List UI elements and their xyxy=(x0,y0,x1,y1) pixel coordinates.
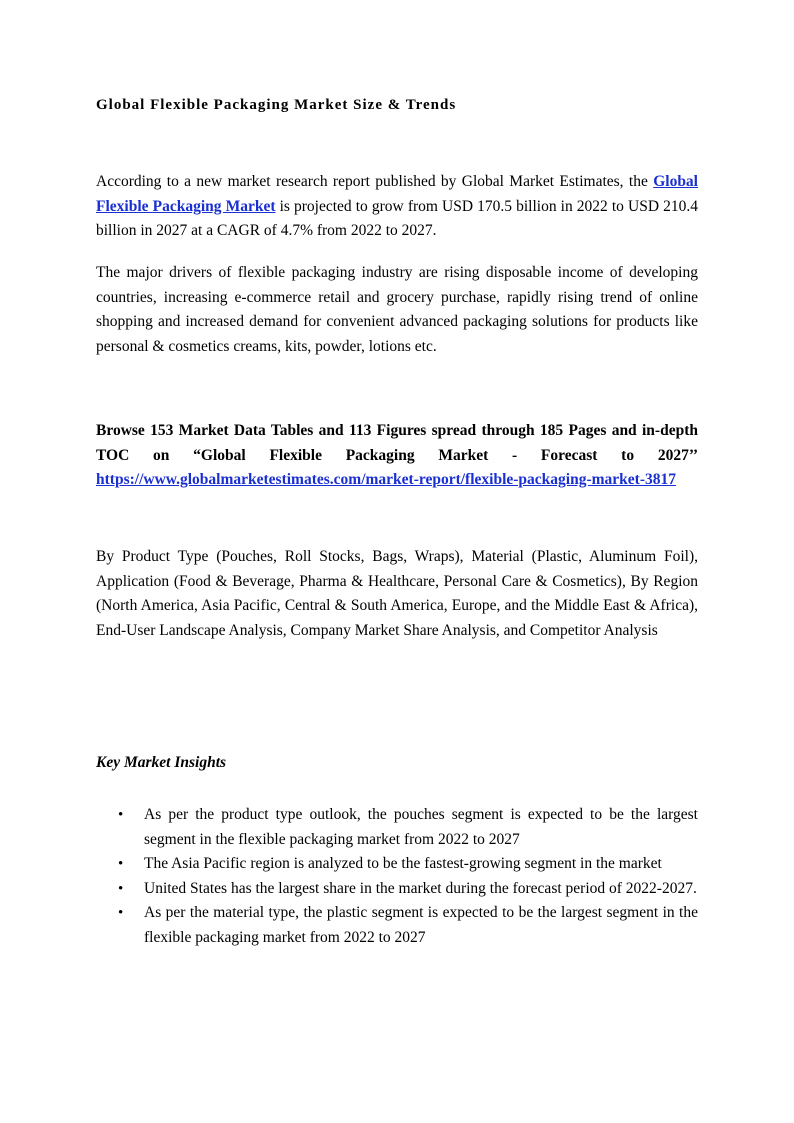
report-url-link[interactable]: https://www.globalmarketestimates.com/market-report/flexible-packaging-market-3817 xyxy=(96,471,677,488)
browse-paragraph xyxy=(96,419,698,493)
intro-text-after: is projected to grow from USD 170.5 billion in 2022 to USD 210.4 billion in 2027 at a CAGR of 4.7% from 2022 to 2027. xyxy=(96,197,698,239)
list-item-text: The Asia Pacific region is analyzed to be the fastest-growing segment in the market xyxy=(144,855,662,872)
insights-heading: Key Market Insights xyxy=(96,754,227,771)
bullet-icon: • xyxy=(118,880,124,897)
bullet-icon: • xyxy=(118,856,124,872)
list-item-text: As per the product type outlook, the pouches segment is expected to be the largest segment in the flexible packaging market from 2022 to 2027 xyxy=(144,806,698,848)
intro-paragraph xyxy=(96,170,698,244)
intro-text-before: According to a new market research report published by Global Market Estimates, the xyxy=(96,173,654,190)
insights-list xyxy=(96,803,698,950)
list-item xyxy=(96,852,698,877)
market-report-link[interactable]: Global Flexible Packaging Market xyxy=(96,173,698,215)
list-item xyxy=(96,901,698,950)
page-title: Global Flexible Packaging Market Size & Trends xyxy=(96,97,457,113)
bullet-icon: • xyxy=(118,905,124,921)
list-item-text: United States has the largest share in the market during the forecast period of 2022-2027. xyxy=(144,879,697,897)
drivers-paragraph: The major drivers of flexible packaging industry are rising disposable income of developing countries, increasing e-commerce retail and grocery purchase, rapidly rising trend of online shopping and increased demand for convenient advanced packaging solutions for products like personal & cosmetics creams, kits, powder, lotions etc. xyxy=(96,264,698,355)
browse-text: Browse 153 Market Data Tables and 113 Figures spread through 185 Pages and in-depth TOC on “Global Flexible Packaging Market - Forecast to 2027’’ xyxy=(96,422,698,464)
bullet-icon: • xyxy=(118,807,124,823)
list-item-text: As per the material type, the plastic segment is expected to be the largest segment in the flexible packaging market from 2022 to 2027 xyxy=(144,904,698,946)
list-item xyxy=(96,803,698,852)
segmentation-paragraph: By Product Type (Pouches, Roll Stocks, Bags, Wraps), Material (Plastic, Aluminum Foil), Application (Food & Beverage, Pharma & Healthcare, Personal Care & Cosmetics), By Region (North America, Asia Pacific, Central & South America, Europe, and the Middle East & Africa), End-User Landscape Analysis, Company Market Share Analysis, and Competitor Analysis xyxy=(96,548,698,639)
list-item xyxy=(96,877,698,902)
